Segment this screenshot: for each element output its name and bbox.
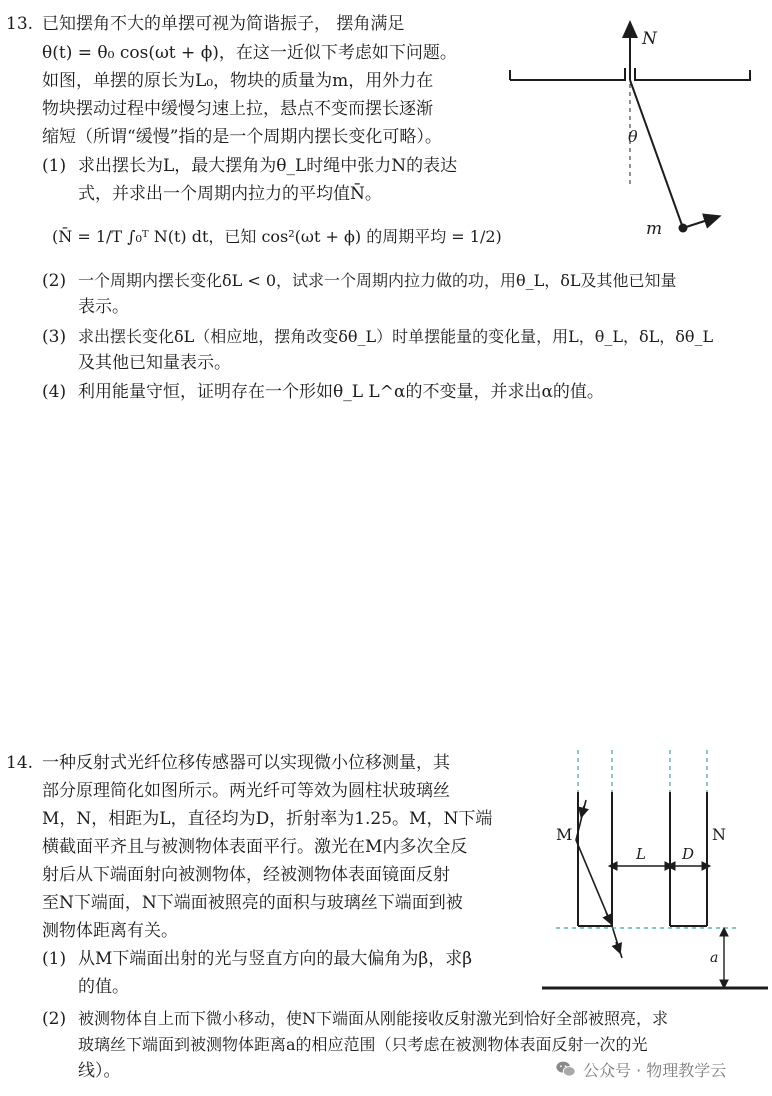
problem-13-text-line-1: 已知摆角不大的单摆可视为简谐振子， 摆角满足 (42, 14, 405, 34)
problem-14-q2-line-3: 线）。 (78, 1061, 121, 1081)
problem-14-text-line-7: 测物体距离有关。 (42, 921, 178, 941)
pendulum-figure (500, 18, 770, 248)
problem-13-q4-line-1: 利用能量守恒，证明存在一个形如θ_L L^α的不变量，并求出α的值。 (78, 382, 604, 402)
problem-13-text-line-5: 缩短（所谓“缓慢”指的是一个周期内摆长变化可略）。 (42, 127, 442, 147)
problem-13-q2-number: (2) (42, 271, 67, 291)
laser-ray (576, 800, 622, 958)
fiber-extensions (578, 750, 707, 792)
problem-13-text-line-2: θ(t) = θ₀ cos(ωt + ϕ)，在这一近似下考虑如下问题。 (42, 43, 457, 63)
support-right (635, 68, 750, 80)
problem-13-q1-line-1: 求出摆长为L，最大摆角为θ_L时绳中张力N的表达 (78, 156, 458, 176)
problem-13-text-line-3: 如图，单摆的原长为L₀，物块的质量为m，用外力在 (42, 71, 434, 91)
problem-14-text-line-2: 部分原理简化如图所示。两光纤可等效为圆柱状玻璃丝 (42, 781, 450, 801)
problem-13-q3-line-1: 求出摆长变化δL（相应地，摆角改变δθ_L）时单摆能量的变化量，用L，θ_L，δL，δθ_L (78, 327, 714, 346)
problem-14-text-line-1: 一种反射式光纤位移传感器可以实现微小位移测量，其 (42, 753, 450, 773)
support-left (510, 68, 625, 80)
problem-14-text-line-6: 至N下端面，N下端面被照亮的面积与玻璃丝下端面到被 (42, 893, 463, 913)
problem-13-q4-number: (4) (42, 382, 67, 402)
problem-14-q2-line-2: 玻璃丝下端面到被测物体距离a的相应范围（只考虑在被测物体表面反射一次的光 (78, 1035, 648, 1054)
wechat-icon (555, 1058, 577, 1080)
problem-14-q2-number: (2) (42, 1009, 67, 1029)
label-m: M (556, 825, 573, 844)
watermark (555, 1056, 726, 1082)
problem-14-q2-line-1: 被测物体自上而下微小移动，使N下端面从刚能接收反射激光到恰好全部被照亮，求 (78, 1009, 669, 1028)
laser-direction-arrow (582, 806, 584, 814)
label-l: L (636, 845, 646, 863)
problem-14-q1-number: (1) (42, 949, 67, 969)
problem-13-hint: (N̄ = 1/T ∫₀ᵀ N(t) dt，已知 cos²(ωt + ϕ) 的周期平均 = 1/2) (52, 227, 502, 246)
problem-14-text-line-4: 横截面平齐且与被测物体表面平行。激光在M内多次全反 (42, 837, 468, 857)
fiber-sensor-figure (540, 748, 770, 998)
label-n: N (642, 29, 657, 49)
label-d: D (682, 845, 695, 863)
watermark-text: 公众号 · 物理教学云 (583, 1060, 727, 1080)
problem-13-q3-line-2: 及其他已知量表示。 (78, 353, 231, 373)
problem-14-text-line-3: M，N，相距为L，直径均为D，折射率为1.25。M，N下端 (42, 809, 493, 829)
problem-13-number: 13. (6, 14, 34, 34)
problem-13-q1-number: (1) (42, 156, 67, 176)
label-theta: θ (628, 127, 638, 146)
problem-14-number: 14. (6, 753, 34, 773)
problem-14-q1-line-1: 从M下端面出射的光与竖直方向的最大偏角为β，求β (78, 949, 473, 969)
problem-14-text-line-5: 射后从下端面射向被测物体，经被测物体表面镜面反射 (42, 865, 450, 885)
label-m: m (646, 219, 663, 239)
problem-13-q2-line-2: 表示。 (78, 297, 129, 317)
problem-13-q2-line-1: 一个周期内摆长变化δL < 0，试求一个周期内拉力做的功，用θ_L，δL及其他已知量 (78, 271, 677, 290)
problem-13-q3-number: (3) (42, 327, 67, 347)
label-a: a (710, 950, 719, 966)
laser-direction-arrow-2 (606, 912, 610, 921)
label-n: N (712, 825, 726, 844)
problem-14-q1-line-2: 的值。 (78, 977, 129, 997)
problem-13-text-line-4: 物块摆动过程中缓慢匀速上拉，悬点不变而摆长逐渐 (42, 99, 433, 119)
velocity-arrow (683, 218, 714, 228)
problem-13-q1-line-2: 式，并求出一个周期内拉力的平均值N̄。 (78, 184, 382, 204)
pendulum-string (630, 80, 683, 228)
